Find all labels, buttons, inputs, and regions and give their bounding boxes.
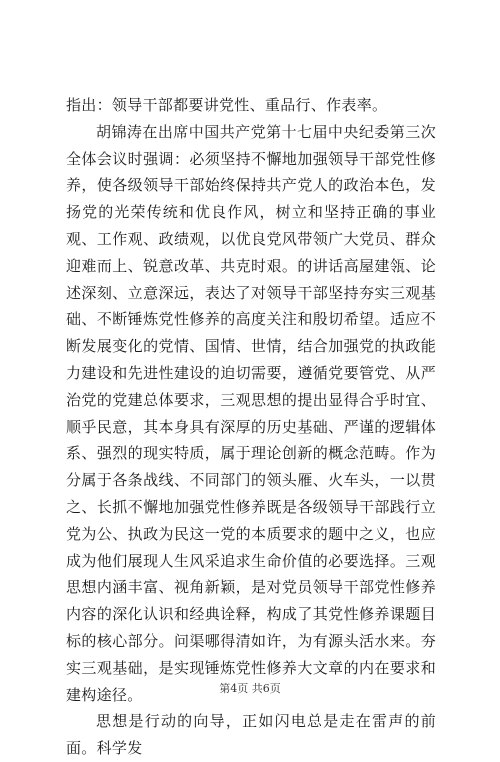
page-number-footer: 第4页 共6页 xyxy=(219,682,281,695)
paragraph-2: 胡锦涛在出席中国共产党第十七届中央纪委第三次全体会议时强调：必须坚持不懈地加强领导干部党性修养，使各级领导干部始终保持共产党人的政治本色，发扬党的光荣传统和优良作风，树立和坚持正确的事业观、工作观、政绩观，以优良党风带领广大党员、群众迎难而上、锐意改革、共克时艰。的讲话高屋建瓴、论述深刻、立意深远，表达了对领导干部坚持夯实三观基础、不断锤炼党性修养的高度关注和殷切希望。适应不断发展变化的党情、国情、世情，结合加强党的执政能力建设和先进性建设的迫切需要，遵循党要管党、从严治党的党建总体要求，三观思想的提出显得合乎时宜、顺乎民意，其本身具有深厚的历史基础、严谨的逻辑体系、强烈的现实特质，属于理论创新的概念范畴。作为分属于各条战线、不同部门的领头雁、火车头，一以贯之、长抓不懈地加强党性修养既是各级领导干部践行立党为公、执政为民这一党的本质要求的题中之义，也应成为他们展现人生风采追求生命价值的必要选择。三观思想内涵丰富、视角新颖，是对党员领导干部党性修养内容的深化认识和经典诠释，构成了其党性修养课题目标的核心部分。问渠哪得清如许，为有源头活水来。夯实三观基础，是实现锤炼党性修养大文章的内在要求和建构途径。 xyxy=(66,122,436,704)
paragraph-1: 指出：领导干部都要讲党性、重品行、作表率。 xyxy=(66,96,388,114)
document-body xyxy=(66,92,436,762)
paragraph-3: 思想是行动的向导，正如闪电总是走在雷声的前面。科学发 xyxy=(66,712,436,758)
